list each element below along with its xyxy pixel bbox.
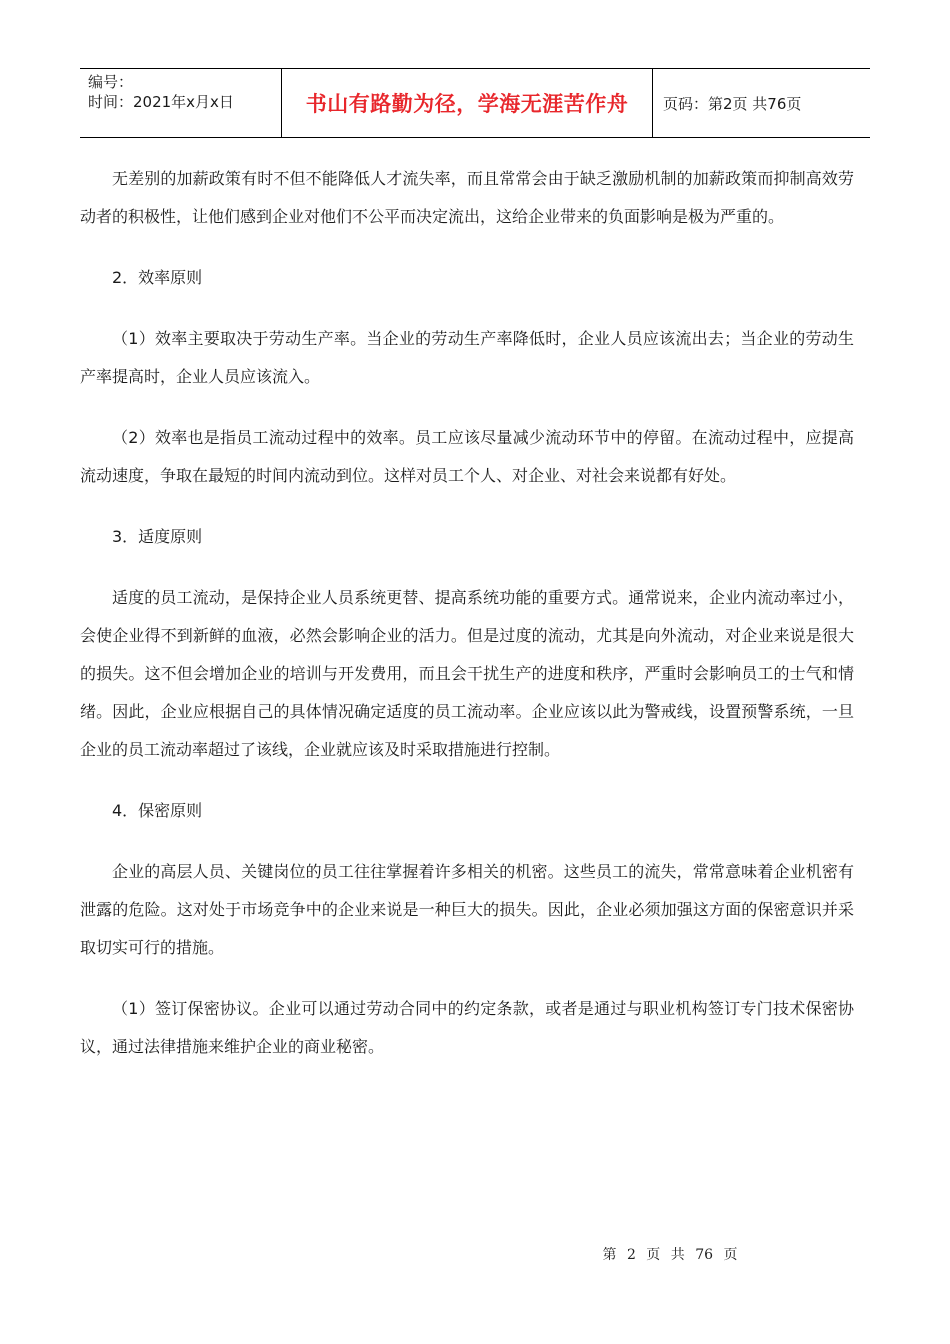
paragraph: （1）签订保密协议。企业可以通过劳动合同中的约定条款，或者是通过与职业机构签订专门技术保密协议，通过法律措施来维护企业的商业秘密。 <box>80 999 854 1056</box>
page-header <box>80 68 870 138</box>
header-motto-cell <box>282 69 653 137</box>
document-body <box>80 160 854 1089</box>
paragraph: 无差别的加薪政策有时不但不能降低人才流失率，而且常常会由于缺乏激励机制的加薪政策而抑制高效劳动者的积极性，让他们感到企业对他们不公平而决定流出，这给企业带来的负面影响是极为严重的。 <box>80 169 854 226</box>
serial-number-label: 编号： <box>88 73 134 91</box>
paragraph: 企业的高层人员、关键岗位的员工往往掌握着许多相关的机密。这些员工的流失，常常意味着企业机密有泄露的危险。这对处于市场竞争中的企业来说是一种巨大的损失。因此，企业必须加强这方面的保密意识并采取切实可行的措施。 <box>80 862 854 957</box>
section-heading-moderation: 3．适度原则 <box>112 527 203 546</box>
page-footer: 第 2 页 共 76 页 <box>602 1247 738 1263</box>
section-heading-efficiency: 2．效率原则 <box>112 268 203 287</box>
header-page-cell <box>653 69 870 137</box>
paragraph: （1）效率主要取决于劳动生产率。当企业的劳动生产率降低时，企业人员应该流出去；当企业的劳动生产率提高时，企业人员应该流入。 <box>80 329 854 386</box>
motto-text: 书山有路勤为径，学海无涯苦作舟 <box>305 92 629 116</box>
paragraph: 适度的员工流动，是保持企业人员系统更替、提高系统功能的重要方式。通常说来，企业内流动率过小，会使企业得不到新鲜的血液，必然会影响企业的活力。但是过度的流动，尤其是向外流动，对企业来说是很大的损失。这不但会增加企业的培训与开发费用，而且会干扰生产的进度和秩序，严重时会影响员工的士气和情绪。因此，企业应根据自己的具体情况确定适度的员工流动率。企业应该以此为警戒线，设置预警系统，一旦企业的员工流动率超过了该线，企业就应该及时采取措施进行控制。 <box>80 588 854 759</box>
paragraph: （2）效率也是指员工流动过程中的效率。员工应该尽量减少流动环节中的停留。在流动过程中，应提高流动速度，争取在最短的时间内流动到位。这样对员工个人、对企业、对社会来说都有好处。 <box>80 428 854 485</box>
section-heading-confidentiality: 4．保密原则 <box>112 801 203 820</box>
page-info-text: 页码：第2页 共76页 <box>663 94 802 113</box>
header-meta-cell <box>80 69 282 137</box>
date-label: 时间：2021年x月x日 <box>88 93 234 111</box>
